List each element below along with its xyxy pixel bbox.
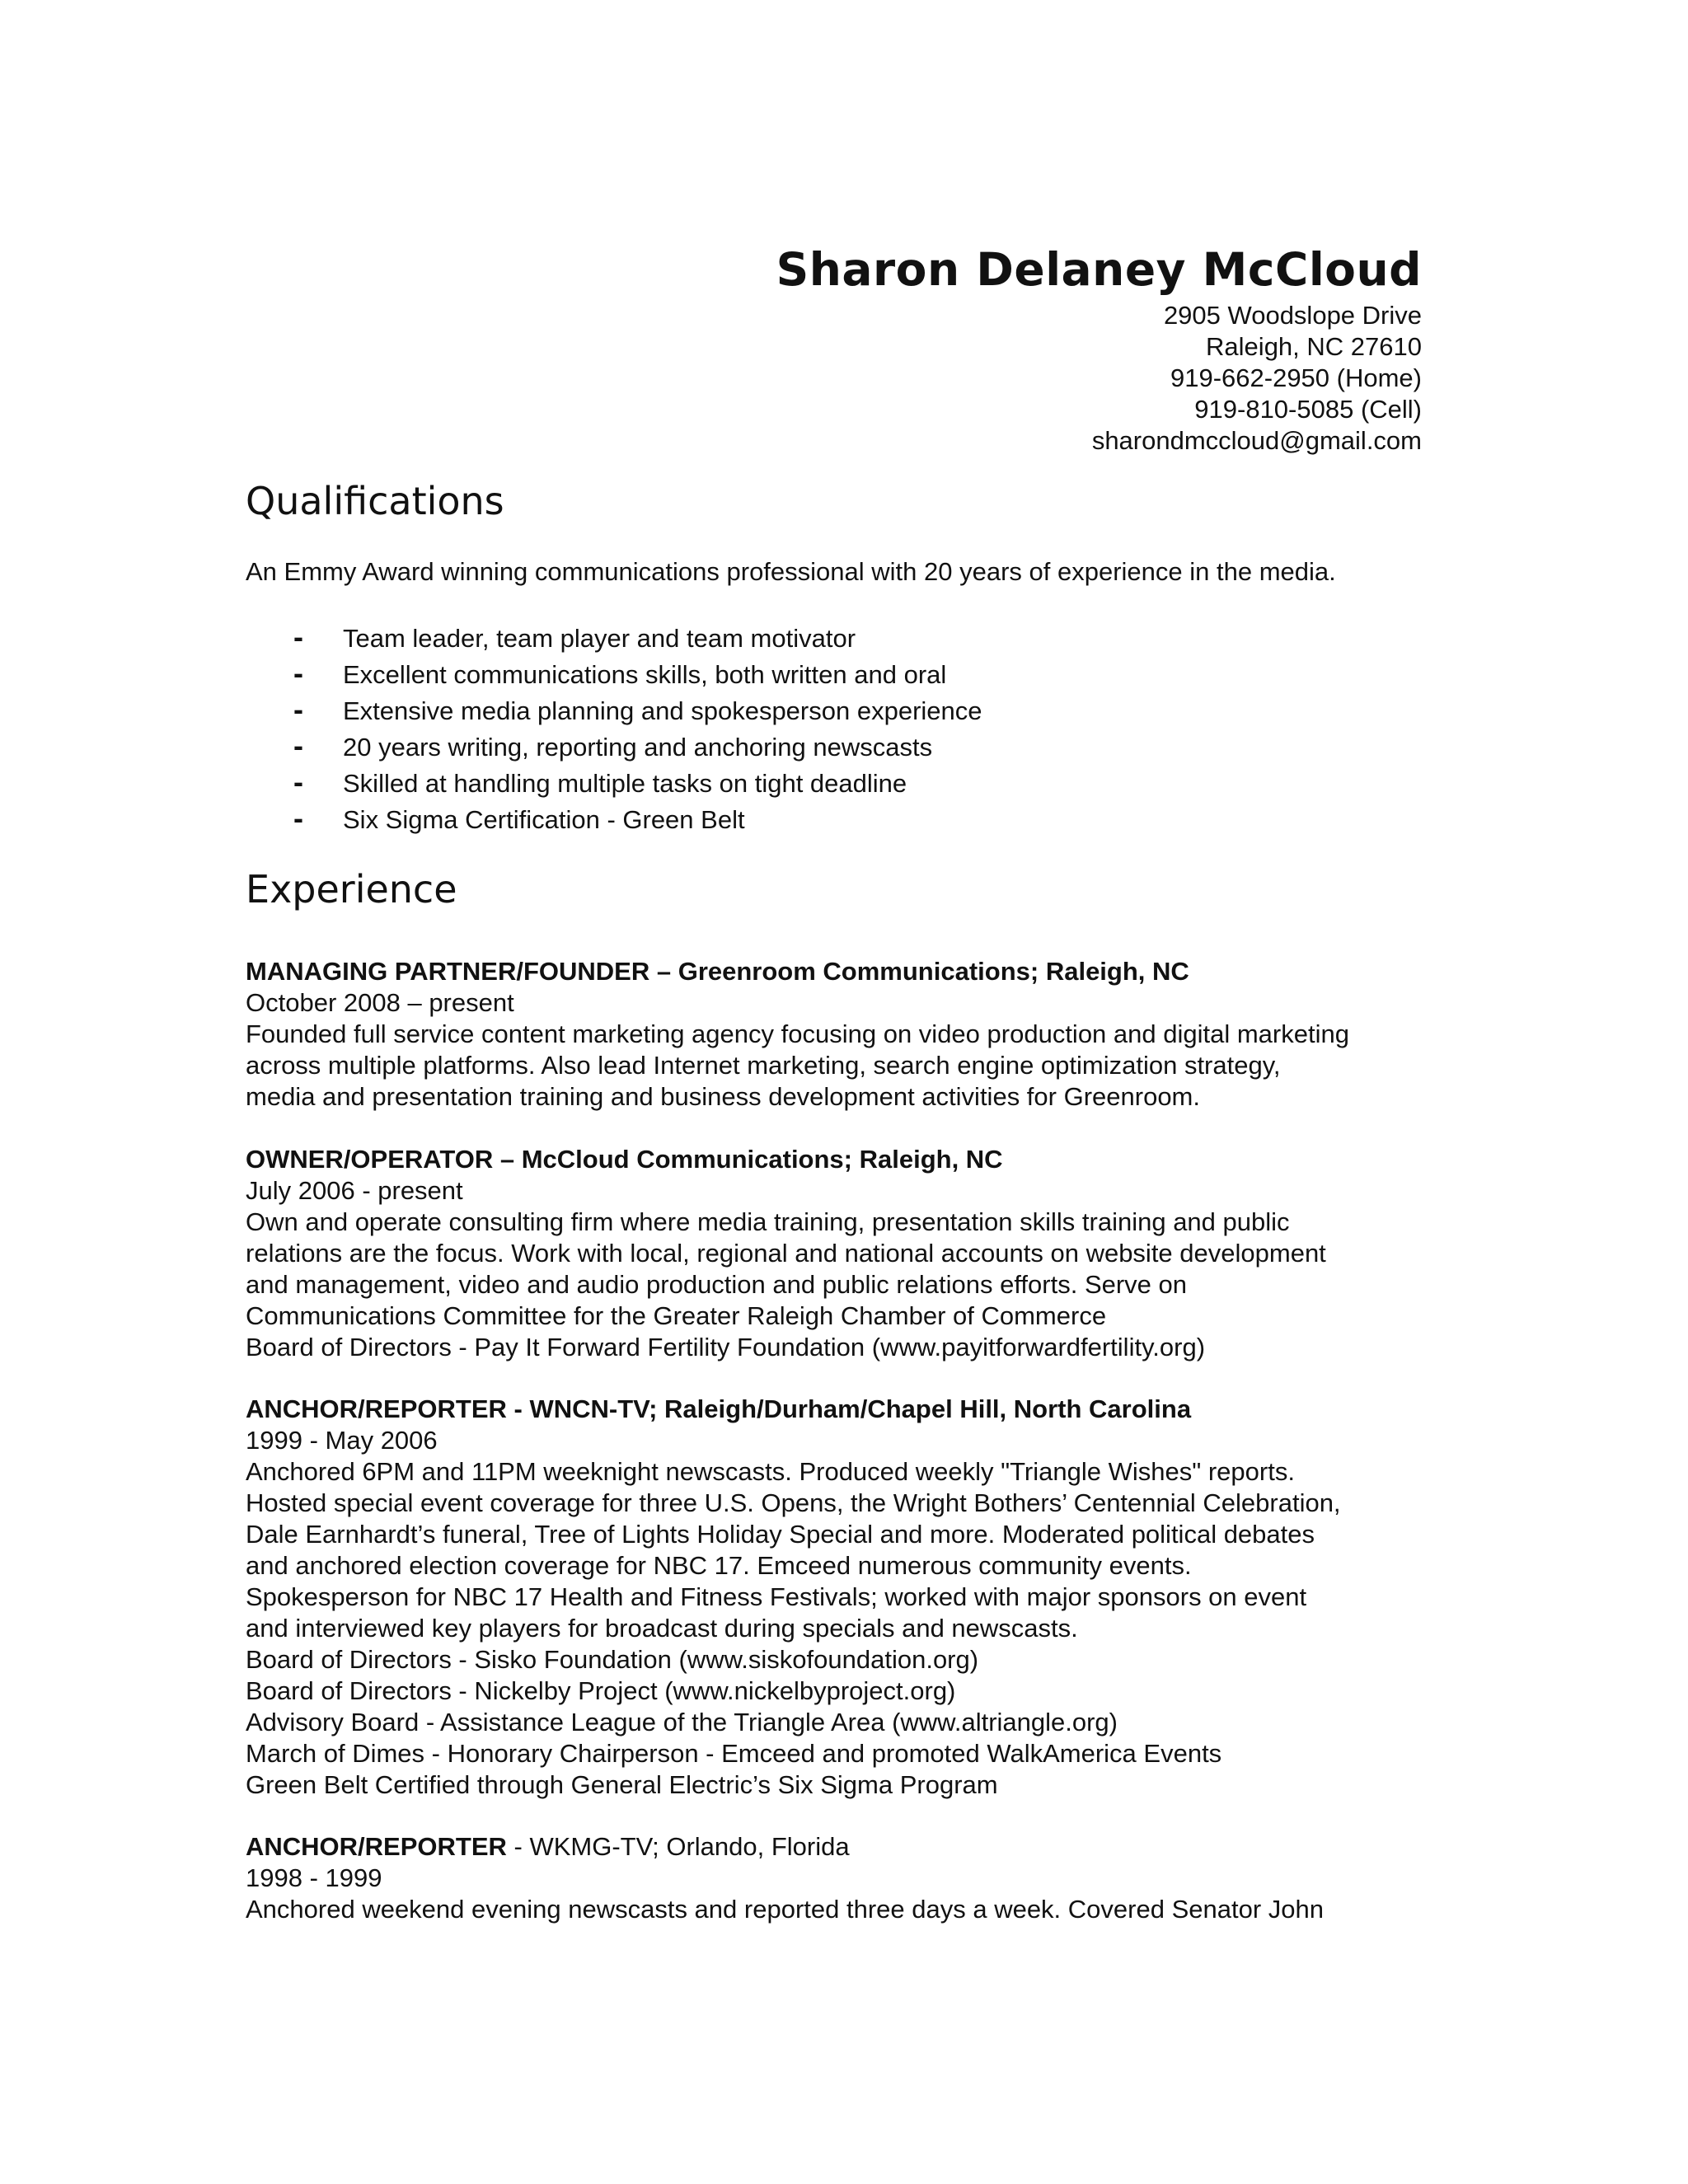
list-item [246, 656, 982, 696]
job-description-line: Spokesperson for NBC 17 Health and Fitness Festivals; worked with major sponsors on event [246, 1582, 1307, 1611]
job-dates: 1999 - May 2006 [246, 1426, 438, 1455]
job-description-line: Green Belt Certified through General Electric’s Six Sigma Program [246, 1770, 998, 1799]
job-description-line: Founded full service content marketing agency focusing on video production and digital marketing [246, 1019, 1349, 1048]
job-title-bold: ANCHOR/REPORTER [246, 1832, 507, 1861]
job-description-line: Anchored weekend evening newscasts and reported three days a week. Covered Senator John [246, 1895, 1324, 1924]
list-item-text: Excellent communications skills, both written and oral [343, 660, 947, 689]
experience-entry [246, 1831, 1441, 1925]
experience-entry [246, 956, 1441, 1113]
job-dates: October 2008 – present [246, 988, 514, 1017]
job-description-line: across multiple platforms. Also lead Internet marketing, search engine optimization strategy, [246, 1051, 1281, 1080]
job-title-bold: ANCHOR/REPORTER - WNCN-TV; Raleigh/Durham/Chapel Hill, North Carolina [246, 1394, 1192, 1423]
bullet-dash: - [293, 620, 303, 654]
job-description-line: Board of Directors - Pay It Forward Fertility Foundation (www.payitforwardfertility.org) [246, 1333, 1206, 1361]
qualifications-intro: An Emmy Award winning communications professional with 20 years of experience in the media. [246, 557, 1336, 586]
list-item-text: Skilled at handling multiple tasks on tight deadline [343, 769, 907, 798]
job-title [246, 1144, 1441, 1175]
job-description-line: Communications Committee for the Greater Raleigh Chamber of Commerce [246, 1301, 1107, 1330]
job-description-line: March of Dimes - Honorary Chairperson - Emceed and promoted WalkAmerica Events [246, 1739, 1222, 1768]
job-title [246, 956, 1441, 987]
job-description-line: Own and operate consulting firm where media training, presentation skills training and public [246, 1207, 1290, 1236]
job-dates: 1998 - 1999 [246, 1863, 382, 1892]
job-description-line: media and presentation training and business development activities for Greenroom. [246, 1082, 1200, 1111]
job-description-line: Dale Earnhardt’s funeral, Tree of Lights Holiday Special and more. Moderated political debates [246, 1520, 1315, 1549]
job-description-line: Board of Directors - Sisko Foundation (www.siskofoundation.org) [246, 1645, 979, 1674]
address-line-2: Raleigh, NC 27610 [1206, 332, 1422, 361]
address-line-1: 2905 Woodslope Drive [1163, 301, 1422, 330]
bullet-dash: - [293, 765, 303, 799]
job-description-line: relations are the focus. Work with local, regional and national accounts on website development [246, 1239, 1326, 1268]
experience-entry [246, 1144, 1441, 1363]
candidate-name: Sharon Delaney McCloud [776, 243, 1422, 296]
job-description-line: and anchored election coverage for NBC 17. Emceed numerous community events. [246, 1551, 1192, 1580]
contact-header [776, 241, 1422, 457]
job-title-bold: MANAGING PARTNER/FOUNDER – Greenroom Communications; Raleigh, NC [246, 957, 1189, 986]
job-description-line: Board of Directors - Nickelby Project (www.nickelbyproject.org) [246, 1676, 956, 1705]
bullet-dash: - [293, 692, 303, 726]
job-description-line: Anchored 6PM and 11PM weeknight newscasts. Produced weekly "Triangle Wishes" reports. [246, 1457, 1295, 1486]
list-item-text: 20 years writing, reporting and anchoring newscasts [343, 733, 933, 762]
list-item [246, 692, 982, 732]
list-item [246, 729, 982, 768]
bullet-dash: - [293, 729, 303, 762]
list-item-text: Team leader, team player and team motivator [343, 624, 856, 653]
list-item [246, 620, 982, 659]
home-phone: 919-662-2950 (Home) [1170, 363, 1422, 392]
experience-entry [246, 1394, 1441, 1801]
list-item-text: Extensive media planning and spokesperson experience [343, 696, 982, 725]
job-title [246, 1394, 1441, 1425]
bullet-dash: - [293, 656, 303, 690]
bullet-dash: - [293, 801, 303, 835]
experience-heading: Experience [246, 867, 457, 912]
job-description-line: Advisory Board - Assistance League of the Triangle Area (www.altriangle.org) [246, 1708, 1118, 1736]
list-item [246, 765, 982, 804]
qualifications-list [246, 620, 982, 841]
job-title-bold: OWNER/OPERATOR – McCloud Communications; Raleigh, NC [246, 1145, 1003, 1174]
job-description-line: and management, video and audio production and public relations efforts. Serve on [246, 1270, 1188, 1299]
job-title-rest: - WKMG-TV; Orlando, Florida [506, 1832, 850, 1861]
job-description-line: Hosted special event coverage for three U.S. Opens, the Wright Bothers’ Centennial Celebration, [246, 1488, 1341, 1517]
job-dates: July 2006 - present [246, 1176, 463, 1205]
list-item [246, 801, 982, 841]
qualifications-heading: Qualifications [246, 479, 504, 523]
job-title [246, 1831, 1441, 1863]
cell-phone: 919-810-5085 (Cell) [1194, 395, 1422, 424]
job-description-line: and interviewed key players for broadcast during specials and newscasts. [246, 1614, 1078, 1643]
email-address: sharondmccloud@gmail.com [1091, 426, 1422, 455]
list-item-text: Six Sigma Certification - Green Belt [343, 805, 745, 834]
